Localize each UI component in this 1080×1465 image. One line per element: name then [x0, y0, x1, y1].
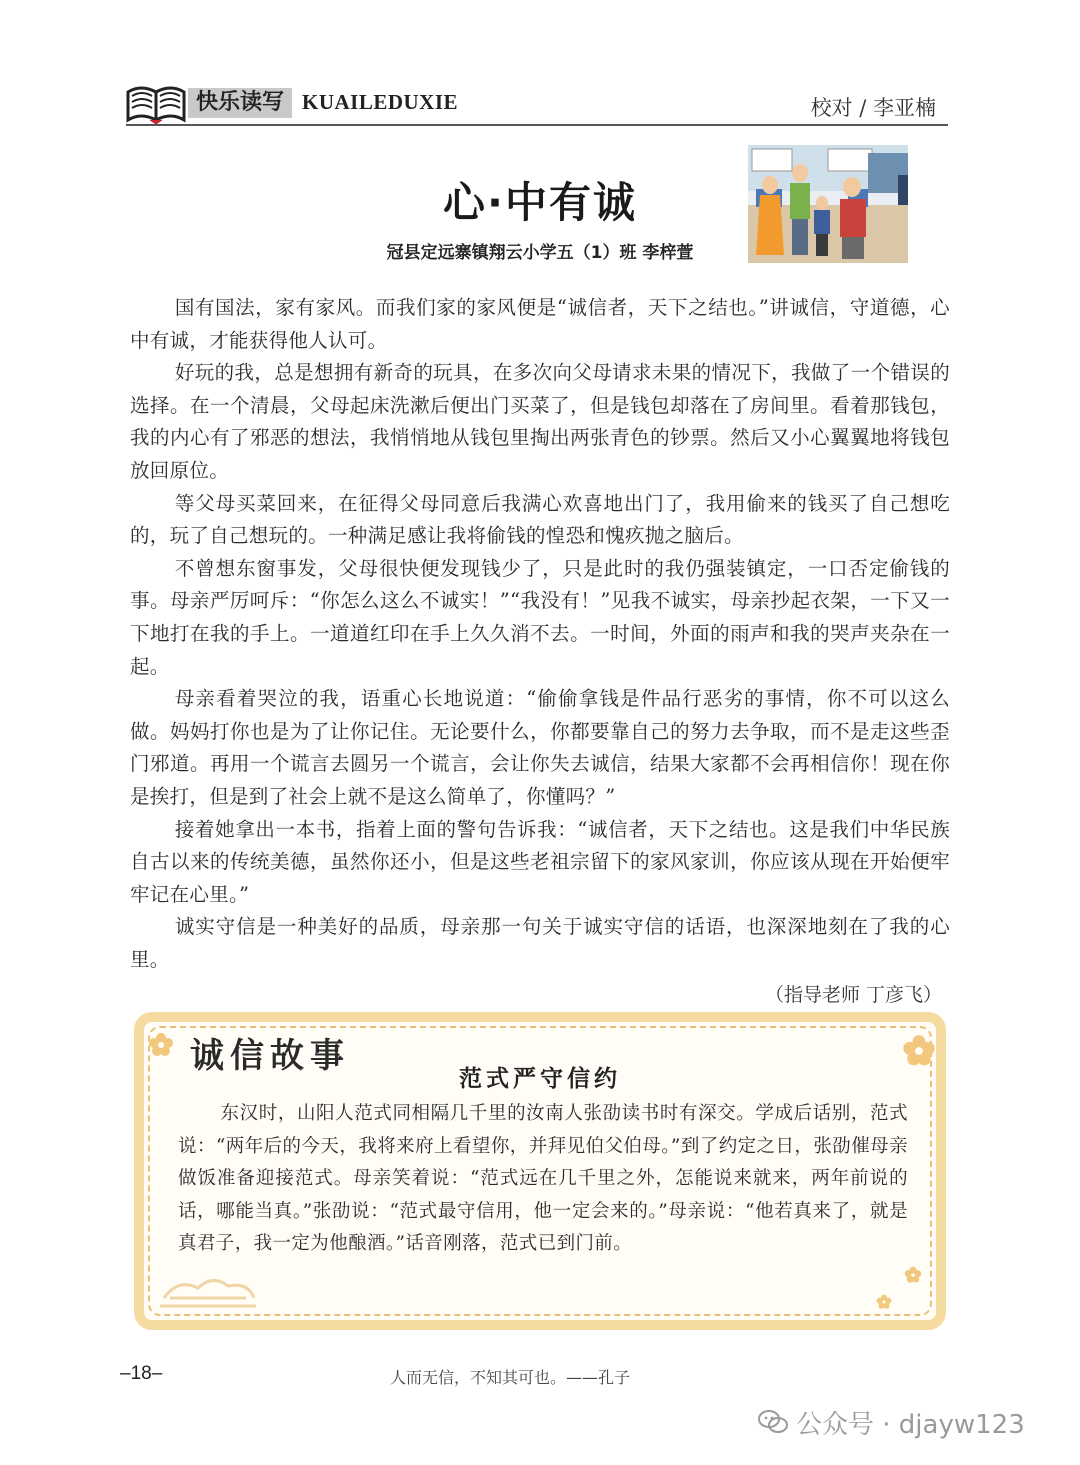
wechat-icon: [758, 1409, 788, 1435]
watermark-text: 公众号 · djayw123: [796, 1409, 1025, 1440]
open-book-icon: [126, 82, 186, 124]
article-paragraph: 母亲看着哭泣的我，语重心长地说道：“偷偷拿钱是件品行恶劣的事情，你不可以这么做。妈妈打你也是为了让你记住。无论要什么，你都要靠自己的努力去争取，而不是走这些歪门邪道。再用一个谎言去圆另一个谎言，会让你失去诚信，结果大家都不会再相信你！现在你是挨打，但是到了社会上就不是这么简单了，你懂吗？”: [130, 687, 950, 808]
advisor-credit: （指导老师 丁彦飞）: [764, 984, 942, 1006]
article-paragraph: 等父母买菜回来，在征得父母同意后我满心欢喜地出门了，我用偷来的钱买了自己想吃的，玩了自己想玩的。一种满足感让我将偷钱的惶恐和愧疚抛之脑后。: [130, 491, 950, 548]
article-paragraph: 接着她拿出一本书，指着上面的警句告诉我：“诚信者，天下之结也。这是我们中华民族自古以来的传统美德，虽然你还小，但是这些老祖宗留下的家风家训，你应该从现在开始便牢牢记在心里。”: [130, 817, 950, 906]
brand-chinese: 快乐读写: [188, 88, 292, 118]
proofreader-credit: 校对 / 李亚楠: [810, 96, 936, 120]
page-number: –18–: [120, 1363, 163, 1384]
flower-icon: [904, 1266, 922, 1284]
cloud-ornament-icon: [158, 1268, 258, 1312]
integrity-story-box: [134, 1012, 946, 1330]
article-paragraph: 好玩的我，总是想拥有新奇的玩具，在多次向父母请求未果的情况下，我做了一个错误的选择。在一个清晨，父母起床洗漱后便出门买菜了，但是钱包却落在了房间里。看着那钱包，我的内心有了邪恶的想法，我悄悄地从钱包里掏出两张青色的钞票。然后又小心翼翼地将钱包放回原位。: [130, 361, 950, 482]
article-byline: 冠县定远寨镇翔云小学五（1）班 李梓萱: [386, 243, 694, 263]
flower-icon: [902, 1034, 936, 1068]
wechat-watermark: [758, 1402, 1025, 1442]
article-paragraph: 不曾想东窗事发，父母很快便发现钱少了，只是此时的我仍强装镇定，一口否定偷钱的事。母亲严厉呵斥：“你怎么这么不诚实！”“我没有！”见我不诚实，母亲抄起衣架，一下又一下地打在我的手上。一道道红印在手上久久消不去。一时间，外面的雨声和我的哭声夹杂在一起。: [130, 556, 950, 678]
family-illustration: [748, 145, 908, 263]
article-paragraph: 诚实守信是一种美好的品质，母亲那一句关于诚实守信的话语，也深深地刻在了我的心里。: [130, 915, 950, 971]
story-text: 东汉时，山阳人范式同相隔几千里的汝南人张劭读书时有深交。学成后话别，范式说：“两年后的今天，我将来府上看望你，并拜见伯父伯母。”到了约定之日，张劭催母亲做饭准备迎接范式。母亲笑着说：“范式远在几千里之外，怎能说来就来，两年前说的话，哪能当真。”张劭说：“范式最守信用，他一定会来的。”母亲说：“他若真来了，就是真君子，我一定为他酿酒。”话音刚落，范式已到门前。: [178, 1103, 908, 1254]
article-paragraph: 国有国法，家有家风。而我们家的家风便是“诚信者，天下之结也。”讲诚信，守道德，心中有诚，才能获得他人认可。: [130, 296, 950, 352]
story-section-heading: 诚信故事: [184, 1028, 356, 1077]
page-header: [126, 80, 948, 130]
article-body: [130, 292, 950, 976]
flower-icon: [148, 1032, 174, 1058]
brand-english: KUAILEDUXIE: [302, 90, 459, 114]
flower-icon: [876, 1294, 892, 1310]
header-rule: [126, 124, 948, 126]
story-title: 范式严守信约: [459, 1065, 621, 1092]
footer-quote: 人而无信，不知其可也。——孔子: [390, 1368, 631, 1387]
article-title: 心·中有诚: [443, 178, 637, 227]
